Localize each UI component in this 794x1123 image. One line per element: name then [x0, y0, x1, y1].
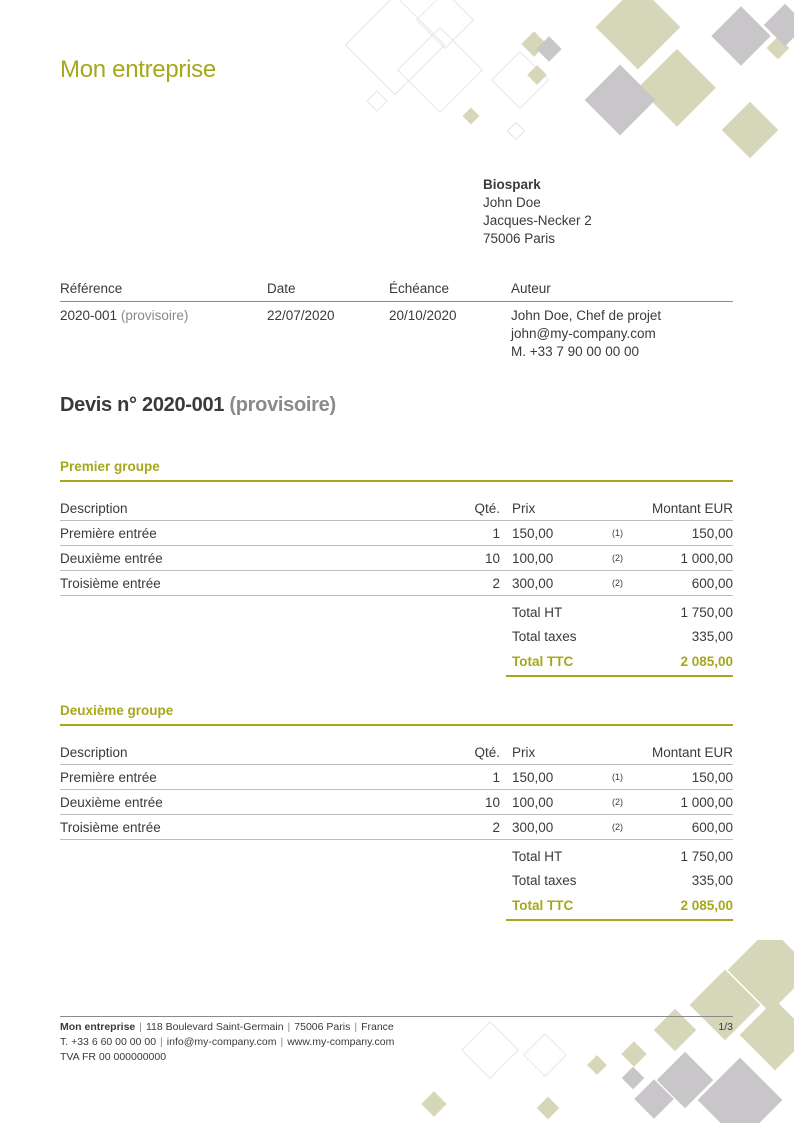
- recipient-address: [483, 176, 592, 248]
- table-header-row: [60, 740, 733, 765]
- items-table: [60, 740, 733, 840]
- total-tax-row: [506, 624, 733, 648]
- row-amount: 1 000,00: [642, 546, 733, 571]
- row-tax-note: (1): [612, 765, 642, 790]
- table-row: [60, 546, 733, 571]
- row-tax-note: (2): [612, 815, 642, 840]
- group-totals: [506, 600, 733, 677]
- footer-separator: |: [287, 1021, 291, 1033]
- column-description: Description: [60, 496, 460, 521]
- meta-date: 22/07/2020: [267, 308, 335, 323]
- row-qty: 2: [460, 571, 512, 596]
- total-ttc-value: 2 085,00: [680, 654, 733, 669]
- total-ttc-row: [506, 892, 733, 921]
- header-decoration: [330, 0, 794, 170]
- row-qty: 10: [460, 546, 512, 571]
- footer-separator: |: [354, 1021, 358, 1033]
- row-price: 150,00: [512, 521, 612, 546]
- row-tax-note: (1): [612, 521, 642, 546]
- footer-country: France: [361, 1021, 394, 1033]
- row-price: 300,00: [512, 815, 612, 840]
- meta-header-reference: Référence: [60, 281, 123, 296]
- page-number: 1/3: [718, 1021, 733, 1033]
- column-qty: Qté.: [460, 496, 512, 521]
- row-price: 150,00: [512, 765, 612, 790]
- row-description: Deuxième entrée: [60, 546, 460, 571]
- row-description: Troisième entrée: [60, 571, 460, 596]
- total-ht-value: 1 750,00: [680, 604, 733, 620]
- quote-meta: [60, 281, 733, 361]
- company-name: Mon entreprise: [60, 56, 216, 83]
- row-description: Première entrée: [60, 765, 460, 790]
- recipient-contact: John Doe: [483, 195, 541, 210]
- row-description: Première entrée: [60, 521, 460, 546]
- recipient-street: Jacques-Necker 2: [483, 213, 592, 228]
- row-amount: 600,00: [642, 571, 733, 596]
- table-row: [60, 790, 733, 815]
- meta-header-author: Auteur: [511, 281, 551, 296]
- table-row: [60, 765, 733, 790]
- author-name: John Doe, Chef de projet: [511, 308, 662, 323]
- table-header-row: [60, 496, 733, 521]
- item-group: [60, 703, 733, 921]
- column-price: Prix: [512, 740, 612, 765]
- row-qty: 1: [460, 765, 512, 790]
- footer-address: 118 Boulevard Saint-Germain: [146, 1021, 284, 1033]
- item-group: [60, 459, 733, 677]
- column-note: [612, 496, 642, 521]
- group-title: Premier groupe: [60, 459, 733, 482]
- document-title: [60, 394, 336, 417]
- row-amount: 600,00: [642, 815, 733, 840]
- total-tax-value: 335,00: [691, 872, 733, 888]
- total-ht-value: 1 750,00: [680, 848, 733, 864]
- group-title: Deuxième groupe: [60, 703, 733, 726]
- footer-separator: |: [160, 1036, 163, 1048]
- row-price: 300,00: [512, 571, 612, 596]
- row-description: Troisième entrée: [60, 815, 460, 840]
- table-row: [60, 521, 733, 546]
- meta-author: [511, 307, 733, 361]
- table-row: [60, 815, 733, 840]
- reference-number: 2020-001: [60, 308, 118, 323]
- document-title-main: Devis n° 2020-001: [60, 394, 225, 416]
- total-ttc-label: Total TTC: [512, 654, 574, 669]
- group-totals: [506, 844, 733, 921]
- total-ht-row: [506, 844, 733, 868]
- footer-company: Mon entreprise: [60, 1021, 136, 1033]
- footer-email: info@my-company.com: [166, 1036, 277, 1048]
- row-price: 100,00: [512, 790, 612, 815]
- total-tax-row: [506, 868, 733, 892]
- column-amount: Montant EUR: [642, 740, 733, 765]
- footer-phone: T. +33 6 60 00 00 00: [60, 1036, 157, 1048]
- footer-separator: |: [280, 1036, 284, 1048]
- footer-line-2: [60, 1035, 733, 1050]
- document-title-status: (provisoire): [229, 394, 336, 416]
- table-row: [60, 571, 733, 596]
- meta-header-row: [60, 281, 733, 302]
- row-qty: 10: [460, 790, 512, 815]
- meta-header-due: Échéance: [389, 281, 450, 296]
- column-price: Prix: [512, 496, 612, 521]
- column-qty: Qté.: [460, 740, 512, 765]
- row-tax-note: (2): [612, 571, 642, 596]
- reference-status: (provisoire): [120, 308, 189, 323]
- total-ht-label: Total HT: [512, 604, 563, 620]
- recipient-name: Biospark: [483, 177, 541, 192]
- meta-header-date: Date: [267, 281, 296, 296]
- footer-vat: TVA FR 00 000000000: [60, 1051, 167, 1063]
- recipient-city: 75006 Paris: [483, 231, 556, 246]
- meta-value-row: [60, 302, 733, 361]
- meta-due: 20/10/2020: [389, 308, 457, 323]
- footer-city: 75006 Paris: [294, 1021, 351, 1033]
- meta-reference: [60, 307, 267, 361]
- author-phone: M. +33 7 90 00 00 00: [511, 344, 639, 359]
- row-qty: 1: [460, 521, 512, 546]
- items-table: [60, 496, 733, 596]
- total-ttc-row: [506, 648, 733, 677]
- footer-line-1: [60, 1020, 733, 1035]
- total-ttc-value: 2 085,00: [680, 898, 733, 913]
- column-note: [612, 740, 642, 765]
- row-amount: 1 000,00: [642, 790, 733, 815]
- total-tax-label: Total taxes: [512, 872, 577, 888]
- total-tax-label: Total taxes: [512, 628, 577, 644]
- total-ht-row: [506, 600, 733, 624]
- row-description: Deuxième entrée: [60, 790, 460, 815]
- row-amount: 150,00: [642, 521, 733, 546]
- column-amount: Montant EUR: [642, 496, 733, 521]
- total-ttc-label: Total TTC: [512, 898, 574, 913]
- column-description: Description: [60, 740, 460, 765]
- row-amount: 150,00: [642, 765, 733, 790]
- total-ht-label: Total HT: [512, 848, 563, 864]
- row-price: 100,00: [512, 546, 612, 571]
- row-qty: 2: [460, 815, 512, 840]
- row-tax-note: (2): [612, 790, 642, 815]
- page-footer: [60, 1016, 733, 1065]
- author-email: john@my-company.com: [511, 326, 656, 341]
- footer-website: www.my-company.com: [287, 1036, 395, 1048]
- footer-separator: |: [139, 1021, 142, 1033]
- total-tax-value: 335,00: [691, 628, 733, 644]
- row-tax-note: (2): [612, 546, 642, 571]
